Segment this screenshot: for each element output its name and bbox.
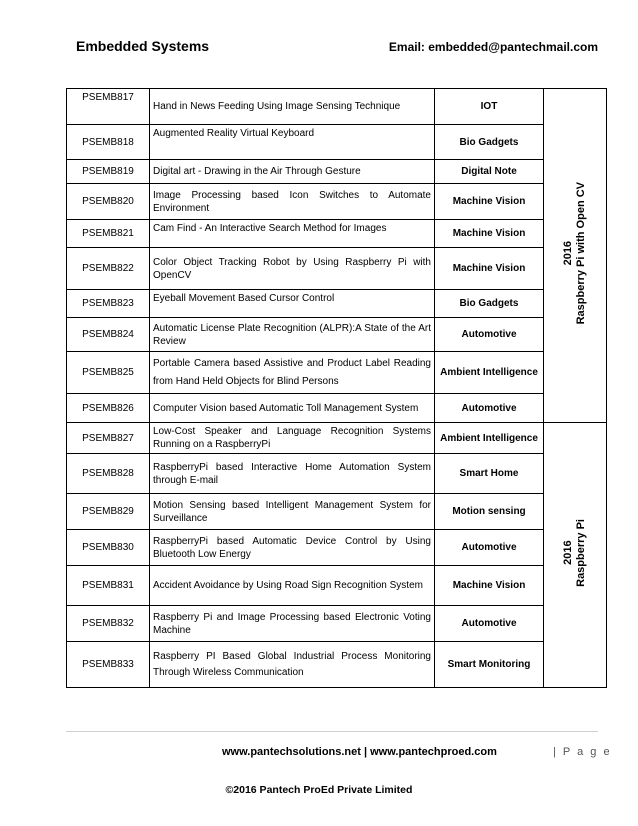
project-category: Motion sensing [435,494,544,530]
project-category: Automotive [435,394,544,423]
project-category: Ambient Intelligence [435,352,544,394]
project-category: Automotive [435,530,544,566]
project-title: Low-Cost Speaker and Language Recognition Systems Running on a RaspberryPi [150,423,435,454]
table-row [67,184,607,220]
project-category: Machine Vision [435,184,544,220]
project-title: Image Processing based Icon Switches to Automate Environment [150,184,435,220]
group-name: Raspberry Pi with Open CV [575,182,587,325]
table-row [67,248,607,290]
table-row [67,89,607,125]
group-name: Raspberry Pi [575,519,587,587]
header-email: Email: embedded@pantechmail.com [388,40,598,54]
project-code: PSEMB825 [67,352,150,394]
project-category: Machine Vision [435,566,544,606]
project-title: Raspberry Pi and Image Processing based Electronic Voting Machine [150,606,435,642]
projects-table [66,88,607,688]
project-category: Machine Vision [435,248,544,290]
project-code: PSEMB828 [67,454,150,494]
project-code: PSEMB819 [67,160,150,184]
project-code: PSEMB823 [67,290,150,318]
project-code: PSEMB832 [67,606,150,642]
project-code: PSEMB830 [67,530,150,566]
project-category: Ambient Intelligence [435,423,544,454]
project-code: PSEMB817 [67,89,150,125]
table-row [67,494,607,530]
table-row [67,318,607,352]
project-title: Accident Avoidance by Using Road Sign Recognition System [150,566,435,606]
table-row [67,454,607,494]
table-row [67,220,607,248]
footer-websites: www.pantechsolutions.net | www.pantechproed.com [222,746,497,758]
project-title: Portable Camera based Assistive and Product Label Reading from Hand Held Objects for Blind Persons [150,352,435,394]
group-year: 2016 [562,241,574,266]
group-year: 2016 [562,540,574,566]
table-row [67,394,607,423]
project-title: Digital art - Drawing in the Air Through Gesture [150,160,435,184]
table-row [67,423,607,454]
project-title: Color Object Tracking Robot by Using Raspberry Pi with OpenCV [150,248,435,290]
project-category: Automotive [435,318,544,352]
table-row [67,290,607,318]
document-title: Embedded Systems [76,38,210,54]
project-code: PSEMB827 [67,423,150,454]
project-category: Automotive [435,606,544,642]
project-title: RaspberryPi based Interactive Home Automation System through E-mail [150,454,435,494]
table-row [67,566,607,606]
project-title: Raspberry PI Based Global Industrial Process Monitoring Through Wireless Communication [150,642,435,688]
group-raspberry-pi [544,423,607,688]
project-code: PSEMB821 [67,220,150,248]
project-code: PSEMB824 [67,318,150,352]
footer-page-label: | P a g e [553,746,612,758]
project-title: Eyeball Movement Based Cursor Control [150,290,435,318]
project-title: RaspberryPi based Automatic Device Control by Using Bluetooth Low Energy [150,530,435,566]
project-category: Smart Monitoring [435,642,544,688]
footer-divider [66,731,598,732]
project-code: PSEMB833 [67,642,150,688]
project-code: PSEMB826 [67,394,150,423]
project-title: Computer Vision based Automatic Toll Management System [150,394,435,423]
group-raspberry-pi-opencv [544,89,607,423]
footer-copyright: ©2016 Pantech ProEd Private Limited [225,784,413,796]
table-row [67,160,607,184]
project-code: PSEMB822 [67,248,150,290]
project-category: IOT [435,89,544,125]
group-label [562,519,588,587]
project-code: PSEMB818 [67,125,150,160]
project-title: Augmented Reality Virtual Keyboard [150,125,435,160]
project-category: Bio Gadgets [435,125,544,160]
project-title: Cam Find - An Interactive Search Method for Images [150,220,435,248]
project-code: PSEMB829 [67,494,150,530]
project-category: Smart Home [435,454,544,494]
project-title: Hand in News Feeding Using Image Sensing Technique [150,89,435,125]
project-code: PSEMB820 [67,184,150,220]
table-row [67,125,607,160]
project-code: PSEMB831 [67,566,150,606]
table-row [67,352,607,394]
table-row [67,606,607,642]
project-title: Motion Sensing based Intelligent Management System for Surveillance [150,494,435,530]
project-category: Digital Note [435,160,544,184]
table-row [67,642,607,688]
project-title: Automatic License Plate Recognition (ALPR):A State of the Art Review [150,318,435,352]
project-category: Machine Vision [435,220,544,248]
group-label [562,182,588,324]
project-category: Bio Gadgets [435,290,544,318]
table-row [67,530,607,566]
